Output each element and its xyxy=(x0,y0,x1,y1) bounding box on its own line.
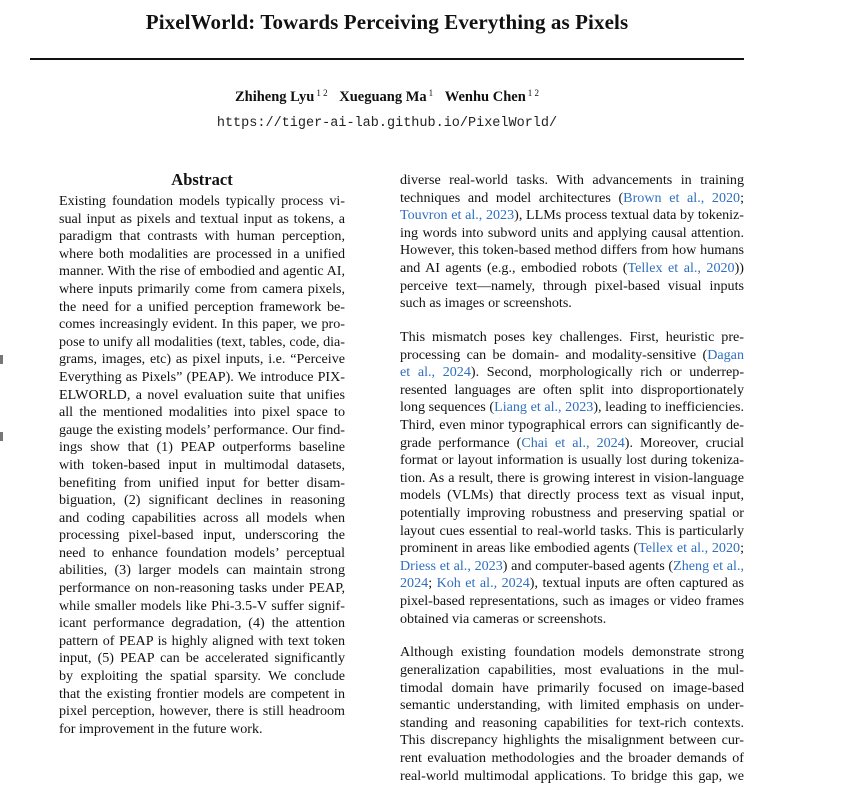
abstract-line: the need for a unified perception framework be- xyxy=(59,298,345,315)
author: Zhiheng Lyu $^{1 2}$ xyxy=(234,88,328,105)
abstract-line: all the mentioned modalities into pixel space to xyxy=(59,404,345,421)
body-line: potentially improving robustness and preserving spatial or xyxy=(400,504,744,521)
body-line: perceive text—namely, through pixel-based visual inputs xyxy=(400,277,744,294)
citation-link[interactable]: Touvron et al., 2023 xyxy=(400,207,515,224)
citation-link[interactable]: Chai et al., 2024 xyxy=(521,434,625,451)
citation-link[interactable]: Driess et al., 2023 xyxy=(400,557,503,574)
abstract-line: pattern of PEAP is highly aligned with text token xyxy=(59,632,345,649)
abstract-line: input, (5) PEAP can be accelerated significantly xyxy=(59,650,345,667)
abstract-line: paradigm that contrasts with human perception, xyxy=(59,228,345,245)
title-rule xyxy=(30,58,744,60)
body-line: and AI agents (e.g., embodied robots (Tellex et al., 2020)) xyxy=(400,259,744,276)
body-line: tion. As a result, there is growing interest in vision-language xyxy=(400,469,744,486)
abstract-line: for improvement in the future work. xyxy=(59,720,263,737)
abstract-line: pose to unify all modalities (text, tables, code, dia- xyxy=(59,333,345,350)
body-line: models (VLMs) that directly process text as visual input, xyxy=(400,487,744,504)
citation-link[interactable]: et al., 2024 xyxy=(400,364,471,381)
body-line: long sequences (Liang et al., 2023), leading to inefficiencies. xyxy=(400,399,744,416)
abstract-body xyxy=(59,193,345,738)
body-line: such as images or screenshots. xyxy=(400,295,572,312)
abstract-line: need to enhance foundation models’ perceptual xyxy=(59,544,345,561)
body-line: layout cues essential to real-world tasks. This is particularly xyxy=(400,522,744,539)
body-column xyxy=(400,172,744,785)
body-line: semantic understanding, with limited emphasis on under- xyxy=(400,697,744,714)
body-line: ing words into subword units and applying causal attention. xyxy=(400,224,744,241)
abstract-line: performance on non-reasoning tasks under PEAP, xyxy=(59,580,345,597)
abstract-line: abilities, (3) larger models can maintain strong xyxy=(59,562,345,579)
abstract-line: grams, images, etc) as pixel inputs, i.e. “Perceive xyxy=(59,351,345,368)
abstract-line: benefiting from unified input for better disam- xyxy=(59,474,345,491)
citation-link[interactable]: Dagan xyxy=(707,346,744,363)
body-line: obtained via cameras or screenshots. xyxy=(400,610,607,627)
body-line: resented languages are often split into disproportionately xyxy=(400,381,744,398)
paper-title: PixelWorld: Towards Perceiving Everything as Pixels xyxy=(145,10,629,34)
body-line: rent evaluation methodologies and the broader demands of xyxy=(400,750,744,766)
citation-link[interactable]: Liang et al., 2023 xyxy=(494,399,594,416)
abstract-line: manner. With the rise of embodied and agentic AI, xyxy=(59,263,345,280)
abstract-line: processing pixel-based input, underscoring the xyxy=(59,527,345,544)
body-line: Third, even minor typographical errors can significantly de- xyxy=(400,417,744,434)
margin-mark xyxy=(0,355,3,364)
abstract-heading: Abstract xyxy=(171,170,233,189)
body-line: grade performance (Chai et al., 2024). Moreover, crucial xyxy=(400,434,744,451)
abstract-line: icant performance degradation, (4) the attention xyxy=(59,615,345,632)
abstract-line: pixel perception, however, there is still headroom xyxy=(59,703,345,720)
body-line: prominent in areas like embodied agents (Tellex et al., 2020; xyxy=(400,540,744,557)
body-line: 2024; Koh et al., 2024), textual inputs are often captured as xyxy=(400,575,744,592)
body-line: This mismatch poses key challenges. First, heuristic pre- xyxy=(400,329,744,346)
body-line: pixel-based representations, such as images or video frames xyxy=(400,592,744,609)
abstract-line: by exploiting the spatial sparsity. We conclude xyxy=(59,668,345,685)
citation-link[interactable]: Brown et al., 2020 xyxy=(623,189,741,206)
abstract-line: gauge the existing models’ performance. Our find- xyxy=(59,421,345,438)
body-line: timodal domain have primarily focused on image-based xyxy=(400,679,744,696)
body-line: Driess et al., 2023) and computer-based agents (Zheng et al., xyxy=(400,557,744,574)
abstract-line: that the existing frontier models are competent in xyxy=(59,685,345,702)
body-line: Touvron et al., 2023), LLMs process textual data by tokeniz- xyxy=(400,207,744,224)
citation-link[interactable]: Zheng et al., xyxy=(673,557,744,574)
body-line: real-world multimodal applications. To bridge this gap, we xyxy=(400,767,744,784)
body-line: standing and reasoning capabilities for text-rich contexts. xyxy=(400,714,744,731)
body-line: This discrepancy highlights the misalignment between cur- xyxy=(400,732,744,749)
body-line: generalization capabilities, most evaluations in the mul- xyxy=(400,662,744,679)
body-line: Although existing foundation models demonstrate strong xyxy=(400,644,744,661)
abstract-line: Existing foundation models typically process vi- xyxy=(59,193,345,209)
author: Wenhu Chen $^{1 2}$ xyxy=(444,88,540,105)
abstract-line: ings show that (1) PEAP outperforms baseline xyxy=(59,439,345,456)
abstract-line: sual input as pixels and textual input as tokens, a xyxy=(59,210,345,227)
citation-link[interactable]: 2024 xyxy=(400,575,429,592)
citation-link[interactable]: Tellex et al., 2020 xyxy=(627,259,735,276)
author: Xueguang Ma $^1$ xyxy=(339,88,434,105)
margin-mark xyxy=(0,432,3,441)
abstract-line: ELWORLD, a novel evaluation suite that unifies xyxy=(59,386,345,403)
citation-link[interactable]: Koh et al., 2024 xyxy=(436,575,530,592)
body-line: et al., 2024). Second, morphologically rich or underrep- xyxy=(400,364,745,381)
abstract-line: comes increasingly evident. In this paper, we pro- xyxy=(59,316,345,333)
abstract-line: where both modalities are processed in a unified xyxy=(59,245,345,262)
project-url[interactable]: https://tiger-ai-lab.github.io/PixelWorld/ xyxy=(216,116,558,131)
author-list xyxy=(0,88,774,106)
body-line: diverse real-world tasks. With advancements in training xyxy=(400,172,744,188)
body-line: techniques and model architectures (Brown et al., 2020; xyxy=(400,189,745,206)
abstract-line: and coding capabilities across all models when xyxy=(59,509,345,526)
body-line: However, this token-based method differs from how humans xyxy=(400,242,744,259)
abstract-line: while smaller models like Phi-3.5-V suffer signif- xyxy=(59,597,345,614)
abstract-line: where inputs primarily come from camera pixels, xyxy=(59,280,345,297)
abstract-line: Everything as Pixels” (PEAP). We introduce PIX- xyxy=(59,368,345,385)
body-line: format or layout information is usually lost during tokeniza- xyxy=(400,452,744,469)
citation-link[interactable]: Tellex et al., 2020 xyxy=(638,540,741,557)
abstract-line: biguation, (2) significant declines in reasoning xyxy=(59,492,345,509)
abstract-line: with token-based input in multimodal datasets, xyxy=(59,456,345,473)
body-line: processing can be domain- and modality-sensitive (Dagan xyxy=(400,346,744,363)
